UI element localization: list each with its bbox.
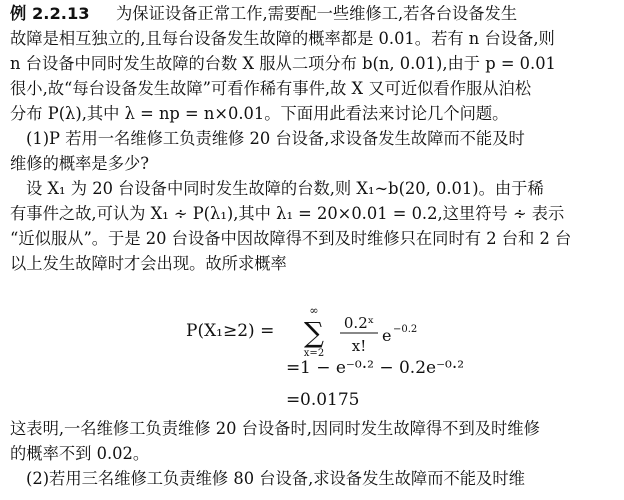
paragraph-line: 分布 P(λ),其中 λ = np = n×0.01。下面用此看法来讨论几个问题。 [10,104,509,123]
formula-lhs: P(X₁≥2) = [186,321,275,341]
solution-line: 以上发生故障时才会出现。故所求概率 [10,254,287,273]
formula-result: 0.0175 [300,390,360,410]
paragraph-line: 故障是相互独立的,且每台设备发生故障的概率都是 0.01。若有 n 台设备,则 [10,29,555,48]
solution-line: 有事件之故,可认为 X₁ ∻ P(λ₁),其中 λ₁ = 20×0.01 = 0.2,这里符号 ∻ 表示 [10,204,565,223]
exp-power: −0.2 [393,324,418,335]
equals-sign: = [286,390,301,410]
paragraph-line: 为保证设备正常工作,需要配一些维修工,若各台设备发生 [116,4,518,23]
example-first-line [10,3,614,25]
equals-sign: = [286,358,301,378]
sum-upper-limit: ∞ [309,306,319,317]
question-line: (1)P 若用一名维修工负责维修 20 台设备,求设备发生故障而不能及时 [26,129,525,148]
question-line: (2)若用三名维修工负责维修 80 台设备,求设备发生故障而不能及时维 [26,469,525,488]
probability-formula [0,306,624,414]
question-line: 维修的概率是多少? [10,154,149,173]
sum-symbol: ∑ [304,316,324,349]
exp-base: e [382,326,392,345]
conclusion-line: 这表明,一名维修工负责维修 20 台设备时,因同时发生故障得不到及时维修 [10,419,540,438]
paragraph-line: n 台设备中同时发生故障的台数 X 服从二项分布 b(n, 0.01),由于 p = 0.01 [10,54,556,73]
solution-line: 设 X₁ 为 20 台设备中同时发生故障的台数,则 X₁∼b(20, 0.01)。由于稀 [26,179,544,198]
paragraph-line: 很小,故“每台设备发生故障”可看作稀有事件,故 X 又可近似看作服从泊松 [10,79,532,98]
sum-lower-limit: x=2 [303,348,325,359]
solution-line: “近似服从”。于是 20 台设备中因故障得不到及时维修只在同时有 2 台和 2 台 [10,229,572,248]
fraction-denominator: x! [351,337,367,355]
fraction-numerator: 0.2ˣ [343,314,375,332]
example-label: 例 2.2.13 [10,4,90,23]
formula-svg [0,306,624,414]
formula-step-2: 1 − e⁻⁰·² − 0.2e⁻⁰·² [300,358,465,378]
conclusion-line: 的概率不到 0.02。 [10,444,150,463]
